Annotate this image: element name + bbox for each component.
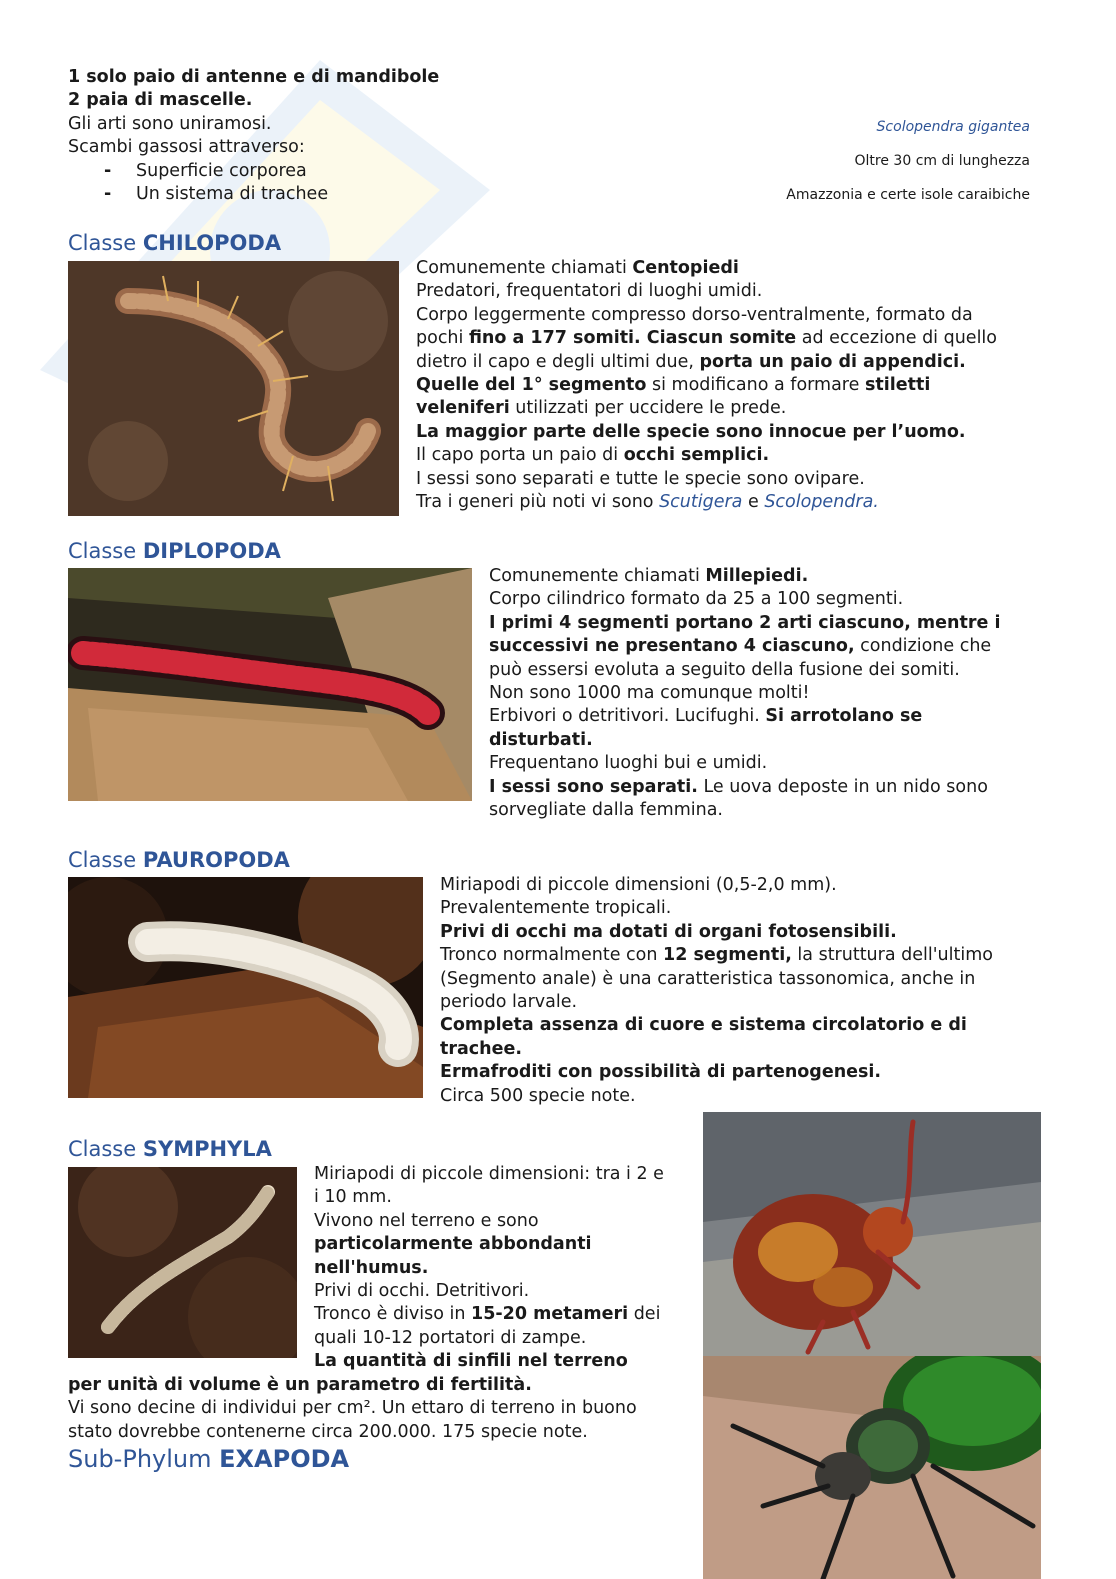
list-item: - Un sistema di trachee [104,184,329,205]
pauropod-photo [68,877,423,1098]
heading-symphyla: Classe SYMPHYLA [68,1137,272,1161]
intro-block [68,66,439,206]
heading-exapoda: Sub-Phylum EXAPODA [68,1445,350,1473]
intro-line-4: Scambi gassosi attraverso: [68,137,305,158]
pauropoda-text: Miriapodi di piccole dimensioni (0,5-2,0 mm). Prevalentemente tropicali. Privi di occhi ma dotati di organi fotosensibili. Tronco normalmente con 12 segmenti, la struttura dell'ultimo (Segmento anale) è una caratteristica tassonomica, anche in periodo larvale. Completa assenza di cuore e sistema circolatorio e di trachee. Ermafroditi con possibilità di partenogenesi. Circa 500 specie note. [440,875,993,1106]
springtail-photo [703,1112,1041,1356]
intro-line-1: 1 solo paio di antenne e di mandibole [68,67,440,87]
side-notes [786,110,1030,212]
intro-line-2: 2 paia di mascelle. [68,90,253,111]
side-note-habitat: Amazzonia e certe isole caraibiche [786,187,1030,203]
symphylan-photo [68,1167,297,1358]
millipede-photo [68,568,472,801]
diplopoda-text: Comunemente chiamati Millepiedi. Corpo cilindrico formato da 25 a 100 segmenti. I primi 4 segmenti portano 2 arti ciascuno, mentre i successivi ne presentano 4 ciascuno, condizione che può essersi evoluta a seguito della fusione dei somiti. Non sono 1000 ma comunque molti! Erbivori o detritivori. Lucifughi. Si arrotolano se disturbati. Frequentano luoghi bui e umidi. I sessi sono separati. Le uova deposte in un nido sono sorvegliate dalla femmina. [489,566,1001,821]
intro-line-3: Gli arti sono uniramosi. [68,113,272,134]
symphyla-text-full: per unità di volume è un parametro di fertilità. Vi sono decine di individui per cm². Un ettaro di terreno in buono stato dovrebbe contenerne circa 200.000. 175 specie note. [68,1375,637,1442]
heading-pauropoda: Classe PAUROPODA [68,848,290,872]
side-note-species: Scolopendra gigantea [876,119,1030,135]
centipede-photo [68,261,399,516]
heading-chilopoda: Classe CHILOPODA [68,231,282,255]
beetle-photo [703,1356,1041,1579]
side-note-length: Oltre 30 cm di lunghezza [854,153,1030,169]
list-item: - Superficie corporea [104,160,307,181]
chilopoda-text: Comunemente chiamati Centopiedi Predatori, frequentatori di luoghi umidi. Corpo leggermente compresso dorso-ventralmente, formato da pochi fino a 177 somiti. Ciascun somite ad eccezione di quello dietro il capo e degli ultimi due, porta un paio di appendici. Quelle del 1° segmento si modificano a formare stiletti veleniferi utilizzati per uccidere le prede. La maggior parte delle specie sono innocue per l’uomo. Il capo porta un paio di occhi semplici. I sessi sono separati e tutte le specie sono ovipare. Tra i generi più noti vi sono Scutigera e Scolopendra. [416,258,997,513]
heading-diplopoda: Classe DIPLOPODA [68,539,281,563]
symphyla-text-right: Miriapodi di piccole dimensioni: tra i 2 e i 10 mm. Vivono nel terreno e sono particolarmente abbondanti nell'humus. Privi di occhi. Detritivori. Tronco è diviso in 15-20 metameri dei quali 10-12 portatori di zampe. La quantità di sinfili nel terreno [314,1164,664,1372]
